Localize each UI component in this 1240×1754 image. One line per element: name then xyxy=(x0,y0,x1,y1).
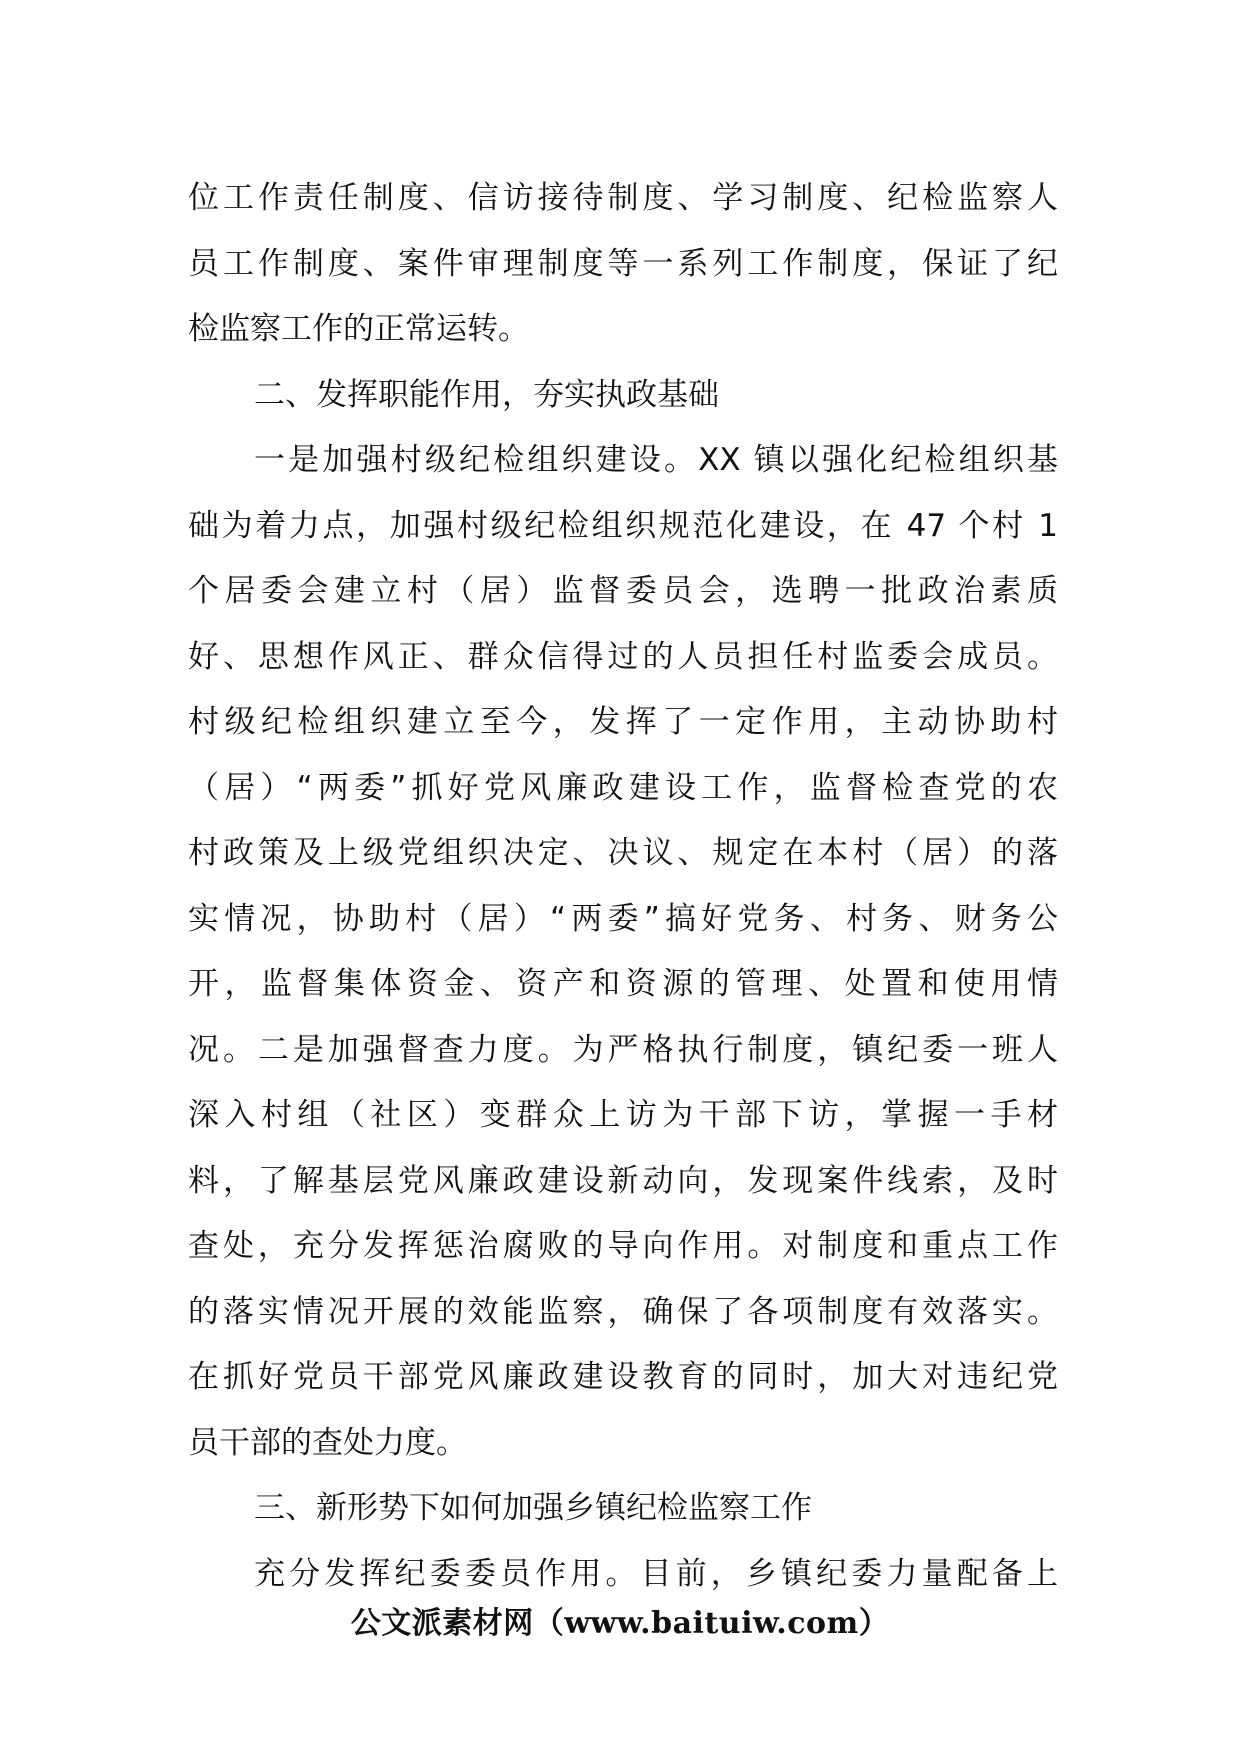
paragraph-line: 料，了解基层党风廉政建设新动向，发现案件线索，及时 xyxy=(188,1162,1058,1199)
paragraph-line: 好、思想作风正、群众信得过的人员担任村监委会成员。 xyxy=(188,638,1058,675)
paragraph-line: 村政策及上级党组织决定、决议、规定在本村（居）的落 xyxy=(188,835,1058,871)
paragraph-line: 村级纪检组织建立至今，发挥了一定作用，主动协助村 xyxy=(188,704,1058,740)
paragraph-line: 在抓好党员干部党风廉政建设教育的同时，加大对违纪党 xyxy=(188,1359,1058,1395)
paragraph-line: 员干部的查处力度。 xyxy=(188,1424,467,1461)
paragraph-line: 开，监督集体资金、资产和资源的管理、处置和使用情 xyxy=(188,966,1058,1002)
paragraph-line: 实情况，协助村（居）“两委”搞好党务、村务、财务公 xyxy=(188,900,1058,937)
paragraph-line: 员工作制度、案件审理制度等一系列工作制度，保证了纪 xyxy=(188,245,1058,282)
section-heading: 二、发挥职能作用，夯实执政基础 xyxy=(254,376,719,413)
section-heading: 三、新形势下如何加强乡镇纪检监察工作 xyxy=(254,1490,812,1526)
paragraph-line: 检监察工作的正常运转。 xyxy=(188,311,529,347)
footer-watermark: 公文派素材网（www.baituiw.com） xyxy=(350,1606,890,1641)
paragraph-line: 的落实情况开展的效能监察，确保了各项制度有效落实。 xyxy=(188,1293,1058,1330)
body-text xyxy=(188,166,1058,1607)
paragraph-line: 深入村组（社区）变群众上访为干部下访，掌握一手材 xyxy=(188,1097,1058,1133)
paragraph-line: 况。二是加强督查力度。为严格执行制度，镇纪委一班人 xyxy=(188,1031,1058,1068)
paragraph-line: 查处，充分发挥惩治腐败的导向作用。对制度和重点工作 xyxy=(188,1228,1058,1264)
paragraph-line: 个居委会建立村（居）监督委员会，选聘一批政治素质 xyxy=(188,573,1058,609)
paragraph-line: 础为着力点，加强村级纪检组织规范化建设，在 47 个村 1 xyxy=(188,507,1058,544)
paragraph-line: （居）“两委”抓好党风廉政建设工作，监督检查党的农 xyxy=(188,769,1058,806)
paragraph-line: 充分发挥纪委委员作用。目前，乡镇纪委力量配备上 xyxy=(254,1555,1058,1592)
paragraph-line: 一是加强村级纪检组织建设。XX 镇以强化纪检组织基 xyxy=(254,442,1058,478)
paragraph-line: 位工作责任制度、信访接待制度、学习制度、纪检监察人 xyxy=(188,180,1058,216)
